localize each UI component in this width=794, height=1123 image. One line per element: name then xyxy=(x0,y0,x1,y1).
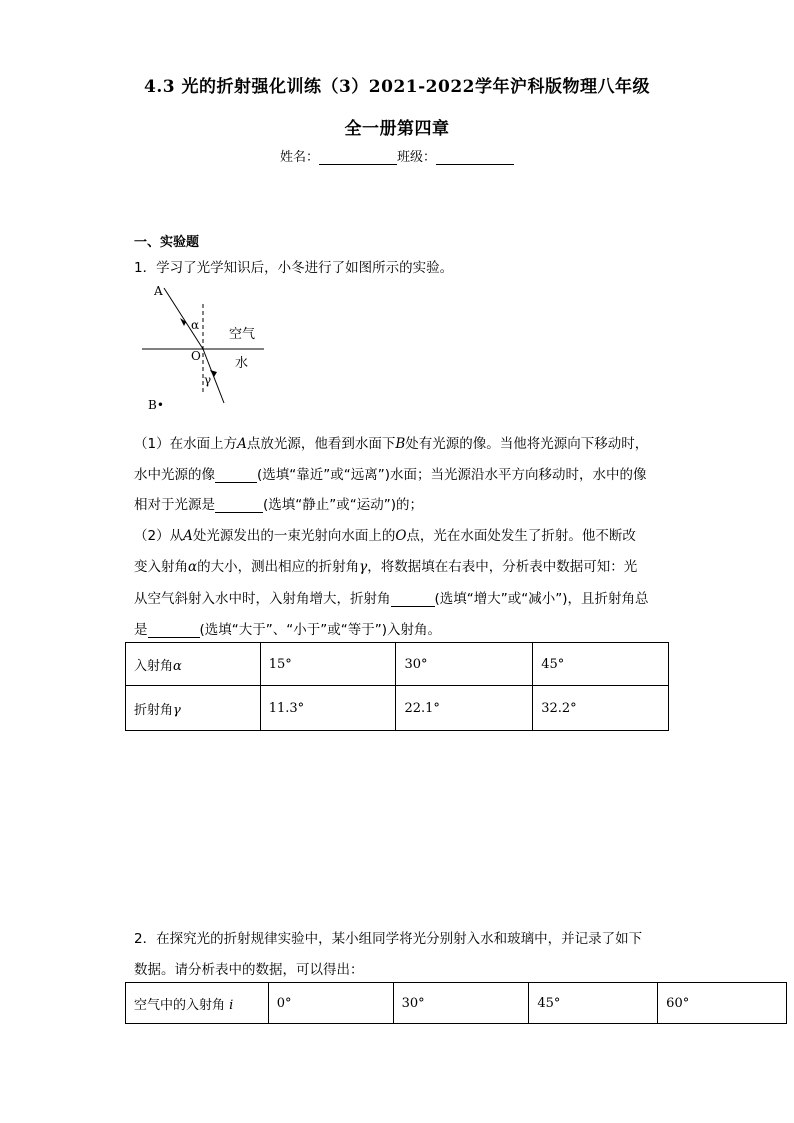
q1-stem: 1．学习了光学知识后，小冬进行了如图所示的实验。 xyxy=(134,260,454,276)
answer-blank-3[interactable] xyxy=(391,592,435,607)
q1-data-table xyxy=(125,642,669,731)
class-label: 班级： xyxy=(397,150,437,165)
q2-stem-line1: 2．在探究光的折射规律实验中，某小组同学将光分别射入水和玻璃中，并记录了如下 xyxy=(134,931,643,947)
table-cell: 30° xyxy=(393,983,529,1024)
q1-p1-line2: 水中光源的像 (选填“靠近”或“远离”)水面；当光源沿水平方向移动时，水中的像 xyxy=(134,467,647,483)
table-cell: 入射角α xyxy=(126,643,261,686)
table-row xyxy=(126,983,787,1024)
q1-p2-line4: 是 (选填“大于”、“小于”或“等于”)入射角。 xyxy=(134,622,441,638)
q2-data-table xyxy=(125,982,787,1024)
page-title-line2: 全一册第四章 xyxy=(344,119,450,139)
label-a: A xyxy=(154,284,163,298)
table-row xyxy=(126,643,669,686)
table-row xyxy=(126,686,669,731)
q1-p2-line3: 从空气斜射入水中时，入射角增大，折射角 (选填“增大”或“减小”)，且折射角总 xyxy=(134,591,649,607)
answer-blank-4[interactable] xyxy=(148,623,200,638)
student-info xyxy=(0,146,794,165)
label-gamma: γ xyxy=(204,373,212,387)
table-cell: 折射角γ xyxy=(126,686,261,731)
table-cell: 45° xyxy=(533,643,669,686)
table-cell: 22.1° xyxy=(396,686,533,731)
label-air: 空气 xyxy=(229,327,256,342)
table-cell: 0° xyxy=(268,983,393,1024)
name-blank[interactable] xyxy=(319,150,397,165)
table-cell: 11.3° xyxy=(260,686,396,731)
label-o: O xyxy=(191,349,201,363)
q1-p1-line1: （1）在水面上方A点放光源，他看到水面下B处有光源的像。当他将光源向下移动时， xyxy=(134,436,649,452)
q1-p2-line2: 变入射角α的大小，测出相应的折射角γ，将数据填在右表中，分析表中数据可知：光 xyxy=(134,559,638,575)
table-cell: 32.2° xyxy=(533,686,669,731)
section-heading: 一、实验题 xyxy=(134,235,200,250)
name-label: 姓名： xyxy=(279,150,319,165)
refraction-diagram xyxy=(140,280,270,415)
table-cell: 空气中的入射角 i xyxy=(126,983,269,1024)
incident-arrow-icon xyxy=(180,318,186,326)
label-water: 水 xyxy=(235,356,249,371)
table-cell: 15° xyxy=(260,643,396,686)
q2-stem-line2: 数据。请分析表中的数据，可以得出： xyxy=(134,962,364,978)
label-b: B• xyxy=(148,398,164,412)
answer-blank-2[interactable] xyxy=(215,498,263,513)
table-cell: 45° xyxy=(529,983,658,1024)
answer-blank-1[interactable] xyxy=(215,468,257,483)
table-cell: 60° xyxy=(658,983,787,1024)
q1-p2-line1: （2）从A处光源发出的一束光射向水面上的O点，光在水面处发生了折射。他不断改 xyxy=(134,528,636,544)
page-title-line1: 4.3 光的折射强化训练（3）2021-2022学年沪科版物理八年级 xyxy=(143,77,650,97)
table-cell: 30° xyxy=(396,643,533,686)
q1-p1-line3: 相对于光源是 (选填“静止”或“运动”)的； xyxy=(134,497,424,513)
label-alpha: α xyxy=(191,318,200,332)
class-blank[interactable] xyxy=(436,150,514,165)
